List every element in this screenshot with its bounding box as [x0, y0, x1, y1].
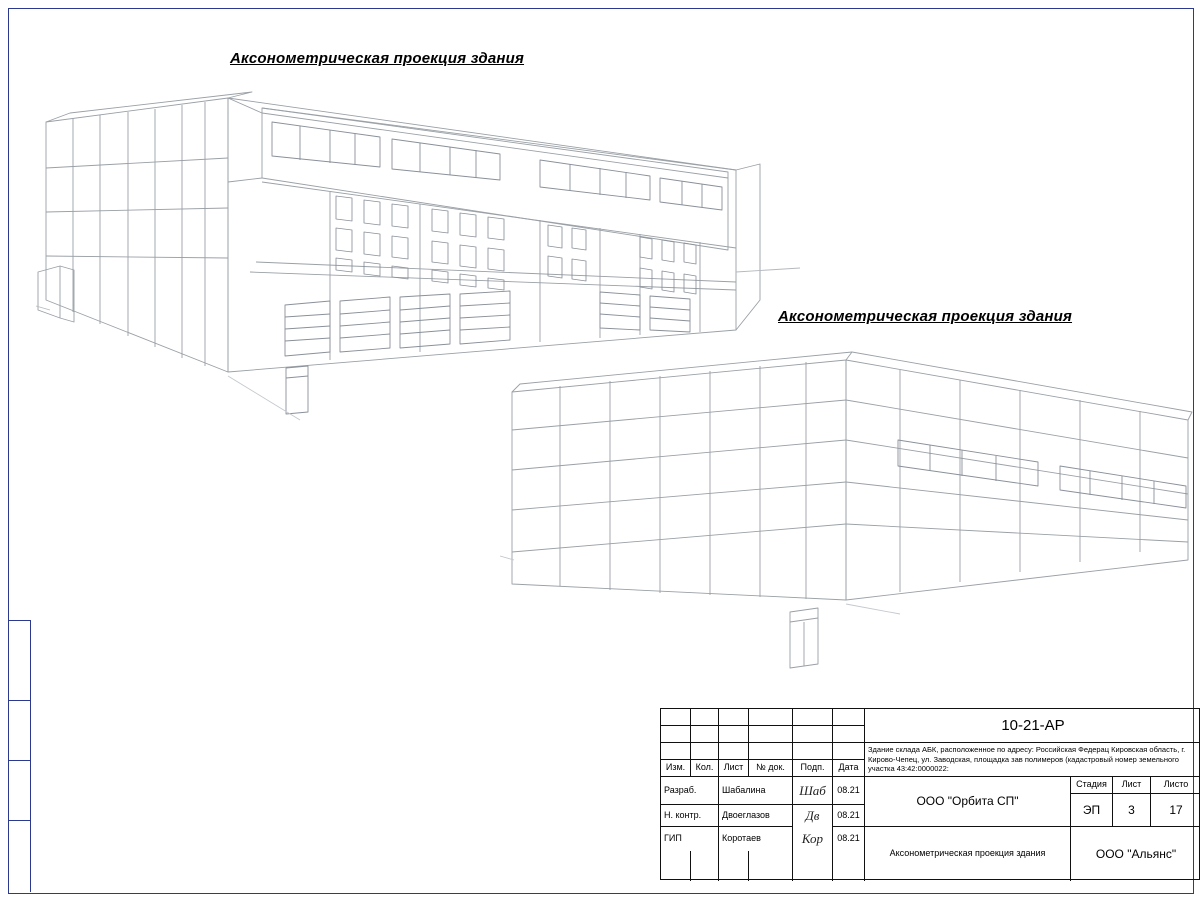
- rev-header-podp: Подп.: [793, 760, 833, 777]
- name-razrab: Шабалина: [719, 777, 793, 805]
- role-gip: ГИП: [661, 827, 719, 851]
- title-block: [660, 708, 1200, 880]
- rev-cell: [833, 743, 865, 760]
- signature-razrab: Шаб: [793, 777, 833, 805]
- blank-cell: [793, 851, 833, 881]
- sheets-total: 17: [1151, 794, 1200, 827]
- rev-header-kol: Кол.: [691, 760, 719, 777]
- name-nkontr: Двоеглазов: [719, 805, 793, 827]
- strip-divider: [8, 760, 30, 761]
- rev-cell: [661, 726, 691, 743]
- sheet-left-strip: [8, 620, 31, 892]
- rev-cell: [793, 726, 833, 743]
- client-org: ООО "Альянс": [1095, 846, 1177, 861]
- sheets-label: Листо: [1151, 777, 1200, 794]
- view-title-axonometric-1: Аксонометрическая проекция здания: [230, 50, 525, 67]
- signature-nkontr: Дв: [793, 805, 833, 827]
- rev-cell: [719, 743, 749, 760]
- date-nkontr: 08.21: [833, 805, 865, 827]
- rev-cell: [793, 743, 833, 760]
- rev-cell: [793, 709, 833, 726]
- rev-cell: [833, 709, 865, 726]
- rev-cell: [749, 709, 793, 726]
- stage-label: Стадия: [1071, 777, 1113, 794]
- date-razrab: 08.21: [833, 777, 865, 805]
- sheet-name: Аксонометрическая проекция здания: [865, 827, 1071, 881]
- blank-cell: [661, 851, 691, 881]
- strip-divider: [8, 820, 30, 821]
- role-razrab: Разраб.: [661, 777, 719, 805]
- blank-cell: [691, 851, 719, 881]
- signature-gip: Кор: [793, 827, 833, 851]
- rev-header-izm: Изм.: [661, 760, 691, 777]
- rev-header-data: Дата: [833, 760, 865, 777]
- rev-cell: [691, 726, 719, 743]
- designer-org: ООО "Орбита СП": [865, 777, 1071, 827]
- blank-cell: [719, 851, 749, 881]
- blank-cell: [833, 851, 865, 881]
- blank-cell: [749, 851, 793, 881]
- stage-value: ЭП: [1071, 794, 1113, 827]
- rev-cell: [749, 743, 793, 760]
- rev-cell: [661, 743, 691, 760]
- sheet-label: Лист: [1113, 777, 1151, 794]
- rev-cell: [719, 726, 749, 743]
- rev-cell: [719, 709, 749, 726]
- rev-header-list: Лист: [719, 760, 749, 777]
- rev-cell: [749, 726, 793, 743]
- view-title-axonometric-2: Аксонометрическая проекция здания: [778, 308, 1073, 325]
- role-nkontr: Н. контр.: [661, 805, 719, 827]
- rev-cell: [691, 709, 719, 726]
- object-description-cell: [865, 743, 1200, 777]
- rev-cell: [661, 709, 691, 726]
- project-code: 10-21-АР: [865, 709, 1200, 743]
- date-gip: 08.21: [833, 827, 865, 851]
- sheet-number: 3: [1113, 794, 1151, 827]
- rev-cell: [691, 743, 719, 760]
- rev-header-doc: № док.: [749, 760, 793, 777]
- object-description: Здание склада АБК, расположенное по адресу: Российская Федерац Кировская область, г. Кирово-Чепец, ул. Заводская, площадка зав полимеров (кадастровый номер земельного участка 43:42:0000022:: [868, 744, 1186, 774]
- name-gip: Коротаев: [719, 827, 793, 851]
- strip-divider: [8, 700, 30, 701]
- rev-cell: [833, 726, 865, 743]
- strip-divider: [8, 620, 30, 621]
